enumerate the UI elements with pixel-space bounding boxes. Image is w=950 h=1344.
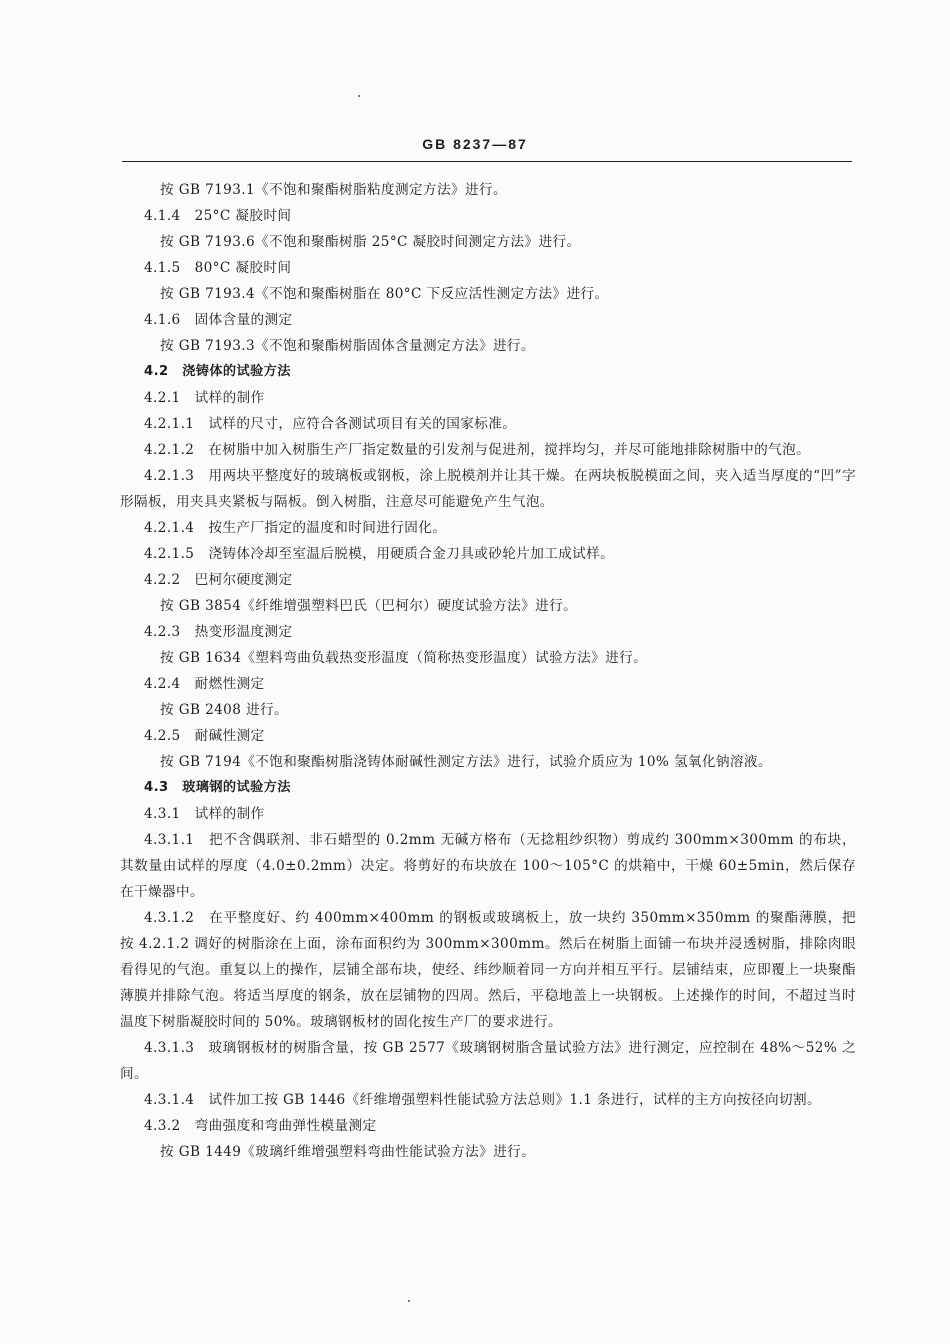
section-heading: 4.1.5 80°C 凝胶时间 — [144, 260, 292, 276]
document-body — [120, 177, 856, 1165]
section-heading: 4.3 玻璃钢的试验方法 — [144, 780, 291, 795]
paragraph: 按 GB 7193.6《不饱和聚酯树脂 25°C 凝胶时间测定方法》进行。 — [160, 234, 581, 250]
section-heading: 4.2.3 热变形温度测定 — [144, 624, 293, 640]
section-heading: 4.3.2 弯曲强度和弯曲弹性模量测定 — [144, 1118, 377, 1134]
header-rule — [122, 161, 852, 162]
paragraph: 4.2.1.1 试样的尺寸，应符合各测试项目有关的国家标准。 — [144, 416, 517, 432]
paragraph: 按 GB 1449《玻璃纤维增强塑料弯曲性能试验方法》进行。 — [160, 1144, 536, 1160]
section-heading: 4.2.1 试样的制作 — [144, 390, 265, 406]
paragraph: 4.3.1.4 试件加工按 GB 1446《纤维增强塑料性能试验方法总则》1.1 条进行，试样的主方向按径向切割。 — [144, 1092, 821, 1108]
paragraph: 4.2.1.5 浇铸体冷却至室温后脱模，用硬质合金刀具或砂轮片加工成试样。 — [144, 546, 615, 562]
paragraph: 4.3.1.2 在平整度好、约 400mm×400mm 的钢板或玻璃板上，放一块约 350mm×350mm 的聚酯薄膜，把按 4.2.1.2 调好的树脂涂在上面，涂布面积约为 300mm×300mm。然后在树脂上面铺一布块并浸透树脂，排除肉眼看得见的气泡。重复以上的操作，层铺全部布块，使经、纬纱顺着同一方向并相互平行。层铺结束，应即覆上一块聚酯薄膜并排除气泡。将适当厚度的钢条，放在层铺物的四周。然后，平稳地盖上一块钢板。上述操作的时间，不超过当时温度下树脂凝胶时间的 50%。玻璃钢板材的固化按生产厂的要求进行。 — [120, 910, 856, 1030]
section-heading: 4.3.1 试样的制作 — [144, 806, 265, 822]
paragraph: 按 GB 7193.1《不饱和聚酯树脂粘度测定方法》进行。 — [160, 182, 507, 198]
section-heading: 4.2.4 耐燃性测定 — [144, 676, 265, 692]
paragraph: 4.2.1.2 在树脂中加入树脂生产厂指定数量的引发剂与促进剂，搅拌均匀，并尽可能地排除树脂中的气泡。 — [144, 442, 811, 458]
scan-speck — [408, 1300, 410, 1302]
paragraph: 按 GB 7193.3《不饱和聚酯树脂固体含量测定方法》进行。 — [160, 338, 535, 354]
paragraph: 4.2.1.4 按生产厂指定的温度和时间进行固化。 — [144, 520, 447, 536]
section-heading: 4.2.5 耐碱性测定 — [144, 728, 265, 744]
section-heading: 4.1.4 25°C 凝胶时间 — [144, 208, 292, 224]
paragraph: 按 GB 2408 进行。 — [160, 702, 288, 718]
paragraph: 按 GB 3854《纤维增强塑料巴氏（巴柯尔）硬度试验方法》进行。 — [160, 598, 578, 614]
section-heading: 4.1.6 固体含量的测定 — [144, 312, 293, 328]
section-heading: 4.2.2 巴柯尔硬度测定 — [144, 572, 293, 588]
paragraph: 4.3.1.3 玻璃钢板材的树脂含量，按 GB 2577《玻璃钢树脂含量试验方法》进行测定，应控制在 48%～52% 之间。 — [120, 1040, 856, 1082]
document-header: GB 8237—87 — [422, 136, 528, 152]
paragraph: 4.2.1.3 用两块平整度好的玻璃板或钢板，涂上脱模剂并让其干燥。在两块板脱模面之间，夹入适当厚度的“凹”字形隔板，用夹具夹紧板与隔板。倒入树脂，注意尽可能避免产生气泡。 — [120, 468, 856, 510]
scan-speck — [358, 95, 360, 97]
paragraph: 按 GB 7194《不饱和聚酯树脂浇铸体耐碱性测定方法》进行，试验介质应为 10% 氢氧化钠溶液。 — [160, 754, 772, 770]
paragraph: 按 GB 7193.4《不饱和聚酯树脂在 80°C 下反应活性测定方法》进行。 — [160, 286, 609, 302]
paragraph: 4.3.1.1 把不含偶联剂、非石蜡型的 0.2mm 无碱方格布（无捻粗纱织物）剪成约 300mm×300mm 的布块，其数量由试样的厚度（4.0±0.2mm）决定。将剪好的布块放在 100～105°C 的烘箱中，干燥 60±5min，然后保存在干燥器中。 — [120, 832, 856, 900]
section-heading: 4.2 浇铸体的试验方法 — [144, 364, 291, 379]
paragraph: 按 GB 1634《塑料弯曲负载热变形温度（简称热变形温度）试验方法》进行。 — [160, 650, 648, 666]
